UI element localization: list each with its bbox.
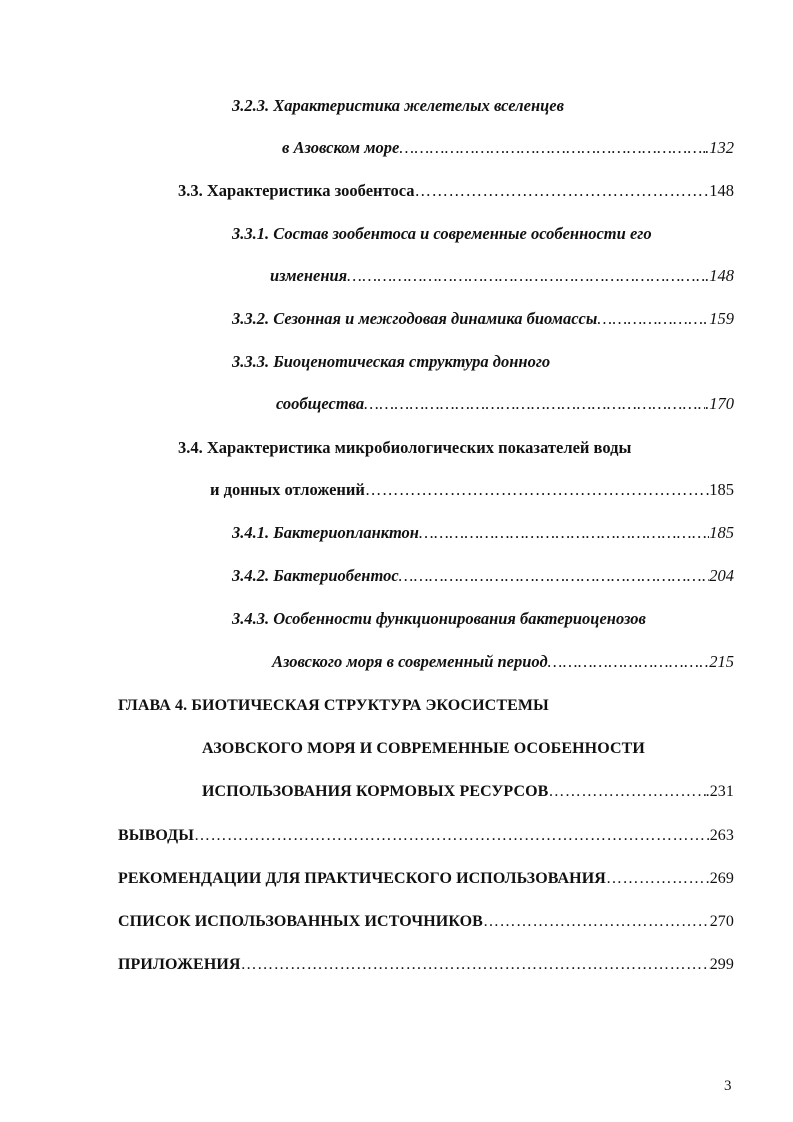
toc-entry-title: АЗОВСКОГО МОРЯ И СОВРЕМЕННЫЕ ОСОБЕННОСТИ bbox=[202, 740, 645, 757]
toc-entry-3-4-line1 bbox=[178, 436, 631, 460]
leader-dots bbox=[606, 867, 710, 891]
toc-entry-title: РЕКОМЕНДАЦИИ ДЛЯ ПРАКТИЧЕСКОГО ИСПОЛЬЗОВАНИЯ bbox=[118, 870, 606, 887]
toc-page-number: .132 bbox=[705, 138, 734, 157]
toc-page-number: 270 bbox=[709, 913, 734, 930]
toc-entry-title: сообщества bbox=[276, 394, 365, 413]
leader-dots bbox=[399, 136, 705, 160]
toc-entry-title: ПРИЛОЖЕНИЯ bbox=[118, 956, 241, 973]
toc-entry-title: изменения bbox=[270, 266, 348, 285]
toc-entry-3-4-3-line2 bbox=[272, 650, 734, 674]
toc-entry-3-4-1 bbox=[232, 521, 734, 545]
toc-entry-appendices bbox=[118, 953, 734, 977]
toc-chapter-4-line1 bbox=[118, 694, 549, 718]
toc-entry-title: 3.3.1. Состав зообентоса и современные особенности его bbox=[232, 224, 652, 243]
toc-entry-title: 3.3.3. Биоценотическая структура донного bbox=[232, 352, 551, 371]
toc-entry-title: СПИСОК ИСПОЛЬЗОВАННЫХ ИСТОЧНИКОВ bbox=[118, 913, 483, 930]
toc-page-number: 215 bbox=[709, 652, 734, 671]
toc-entry-title: в Азовском море bbox=[282, 138, 400, 157]
leader-dots bbox=[597, 307, 709, 331]
toc-page-number: .231 bbox=[705, 783, 734, 800]
toc-page-number: 159 bbox=[709, 309, 734, 328]
toc-entry-3-2-3-line1 bbox=[232, 94, 564, 118]
toc-entry-3-3-3-line2 bbox=[276, 392, 734, 416]
toc-entry-title: 3.3. Характеристика зообентоса bbox=[178, 181, 415, 200]
toc-entry-3-3-2 bbox=[232, 307, 734, 331]
toc-entry-3-4-line2 bbox=[210, 478, 734, 502]
leader-dots bbox=[414, 179, 709, 203]
toc-page-number: 269 bbox=[709, 870, 734, 887]
toc-entry-title: и донных отложений bbox=[210, 480, 365, 499]
toc-page-number: 148 bbox=[709, 181, 734, 200]
leader-dots bbox=[399, 564, 710, 588]
toc-entry-title: 3.4.1. Бактериопланктон bbox=[232, 523, 419, 542]
toc-entry-title: 3.4.2. Бактериобентос bbox=[232, 566, 399, 585]
toc-entry-title: Азовского моря в современный период bbox=[272, 652, 548, 671]
toc-entry-title: ИСПОЛЬЗОВАНИЯ КОРМОВЫХ РЕСУРСОВ bbox=[202, 783, 549, 800]
leader-dots bbox=[241, 953, 710, 977]
toc-page-number: .170 bbox=[705, 394, 734, 413]
toc-entry-3-4-3-line1 bbox=[232, 607, 646, 631]
leader-dots bbox=[548, 650, 710, 674]
leader-dots bbox=[194, 824, 710, 848]
leader-dots bbox=[419, 521, 709, 545]
leader-dots bbox=[548, 780, 705, 804]
leader-dots bbox=[483, 910, 710, 934]
toc-entry-3-2-3-line2 bbox=[282, 136, 734, 160]
toc-entry-references bbox=[118, 910, 734, 934]
toc-page-number: .148 bbox=[705, 266, 734, 285]
toc-page-number: 185 bbox=[709, 523, 734, 542]
toc-entry-conclusions bbox=[118, 824, 734, 848]
toc-page-number: 263 bbox=[709, 827, 734, 844]
toc-entry-3-3-1-line1 bbox=[232, 222, 652, 246]
toc-page-number: 185 bbox=[709, 480, 734, 499]
leader-dots bbox=[365, 478, 709, 502]
toc-page-number: 299 bbox=[709, 956, 734, 973]
toc-page-number: 204 bbox=[709, 566, 734, 585]
toc-entry-3-3 bbox=[178, 179, 734, 203]
toc-entry-title: ВЫВОДЫ bbox=[118, 827, 195, 844]
toc-entry-title: ГЛАВА 4. БИОТИЧЕСКАЯ СТРУКТУРА ЭКОСИСТЕМЫ bbox=[118, 697, 549, 714]
toc-entry-3-3-1-line2 bbox=[270, 264, 734, 288]
toc-entry-title: 3.4.3. Особенности функционирования бактериоценозов bbox=[232, 609, 646, 628]
toc-entry-title: 3.4. Характеристика микробиологических показателей воды bbox=[178, 438, 632, 457]
toc-entry-title: 3.2.3. Характеристика желетелых вселенцев bbox=[232, 96, 564, 115]
toc-chapter-4-line2 bbox=[202, 737, 645, 761]
toc-entry-title: 3.3.2. Сезонная и межгодовая динамика биомассы bbox=[232, 309, 598, 328]
toc-chapter-4-line3 bbox=[202, 780, 734, 804]
toc-entry-3-4-2 bbox=[232, 564, 734, 588]
toc-entry-recommendations bbox=[118, 867, 734, 891]
leader-dots bbox=[347, 264, 705, 288]
toc-entry-3-3-3-line1 bbox=[232, 350, 550, 374]
page-number: 3 bbox=[724, 1078, 732, 1094]
leader-dots bbox=[364, 392, 705, 416]
